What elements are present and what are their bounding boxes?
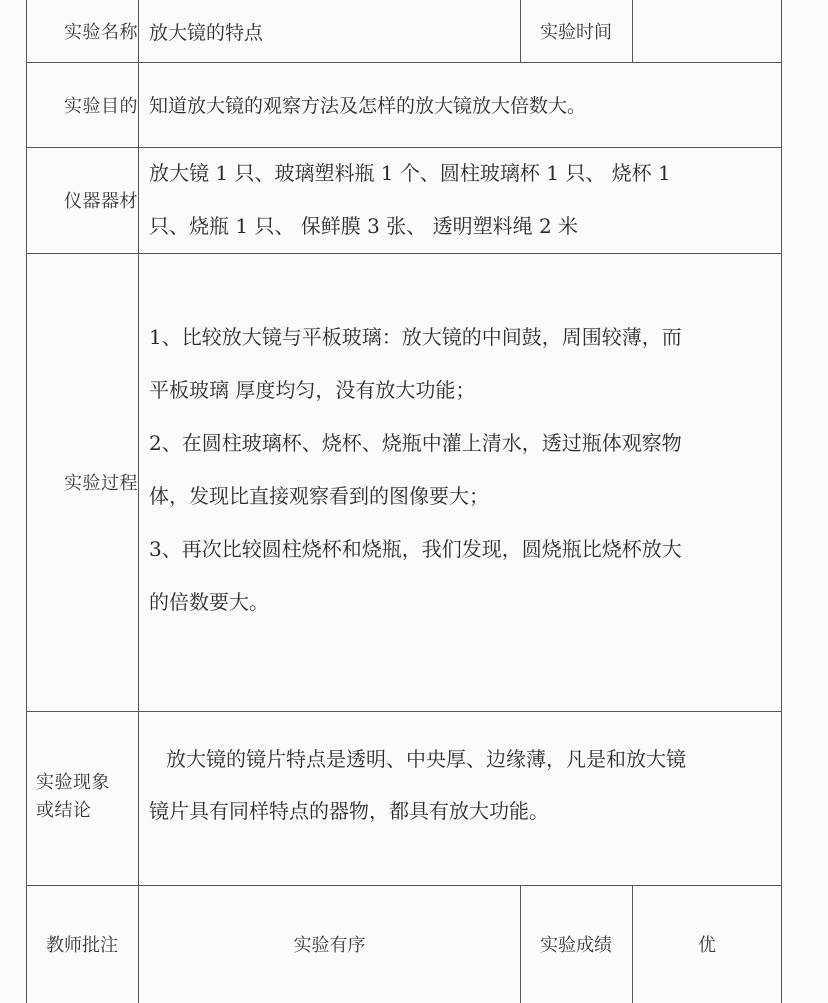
process-line: 平板玻璃 厚度均匀，没有放大功能； <box>149 378 476 402</box>
phenomenon-conclusion-value <box>139 711 782 885</box>
experiment-time-label: 实验时间 <box>540 22 612 43</box>
conclusion-label-line: 或结论 <box>36 800 92 821</box>
process-line: 体，发现比直接观察看到的图像要大； <box>149 484 489 508</box>
table-row-divider <box>26 253 782 254</box>
experiment-name-value: 放大镜的特点 <box>149 21 264 44</box>
phenomenon-label-line: 实验现象 <box>36 772 110 793</box>
table-border-right <box>781 0 782 1003</box>
experiment-process-label: 实验过程 <box>64 473 138 494</box>
table-divider-score <box>520 885 521 1003</box>
table-divider-score-value <box>632 885 633 1003</box>
conclusion-line: 放大镜的镜片特点是透明、中央厚、边缘薄，凡是和放大镜 <box>166 747 686 771</box>
equipment-line: 放大镜 1 只、玻璃塑料瓶 1 个、圆柱玻璃杯 1 只、 烧杯 1 <box>149 161 671 185</box>
equipment-line: 只、烧瓶 1 只、 保鲜膜 3 张、 透明塑料绳 2 米 <box>149 214 579 238</box>
experiment-process-value <box>139 253 782 711</box>
experiment-score-value: 优 <box>698 935 716 956</box>
table-divider-label <box>138 0 139 1003</box>
experiment-time-value <box>632 0 782 62</box>
process-line: 1、比较放大镜与平板玻璃：放大镜的中间鼓，周围较薄，而 <box>149 325 682 349</box>
table-border-left <box>26 0 27 1003</box>
experiment-purpose-label: 实验目的 <box>64 95 138 117</box>
equipment-label: 仪器器材 <box>64 191 138 212</box>
process-line: 2、在圆柱玻璃杯、烧杯、烧瓶中灌上清水，透过瓶体观察物 <box>149 431 682 455</box>
conclusion-line: 镜片具有同样特点的器物，都具有放大功能。 <box>149 799 549 823</box>
experiment-purpose-value: 知道放大镜的观察方法及怎样的放大镜放大倍数大。 <box>149 95 587 117</box>
phenomenon-conclusion-label <box>26 711 138 885</box>
table-row-divider <box>26 885 782 886</box>
experiment-score-label: 实验成绩 <box>540 935 612 956</box>
experiment-name-label: 实验名称 <box>64 22 138 43</box>
table-row-divider <box>26 62 782 63</box>
table-divider-time-value <box>632 0 633 62</box>
equipment-value <box>139 147 782 253</box>
process-line: 3、再次比较圆柱烧杯和烧瓶，我们发现，圆烧瓶比烧杯放大 <box>149 537 682 561</box>
teacher-comment-label: 教师批注 <box>46 935 118 956</box>
table-divider-time <box>520 0 521 62</box>
table-row-divider <box>26 711 782 712</box>
process-line: 的倍数要大。 <box>149 590 269 614</box>
table-row-divider <box>26 147 782 148</box>
teacher-comment-value: 实验有序 <box>293 935 366 956</box>
